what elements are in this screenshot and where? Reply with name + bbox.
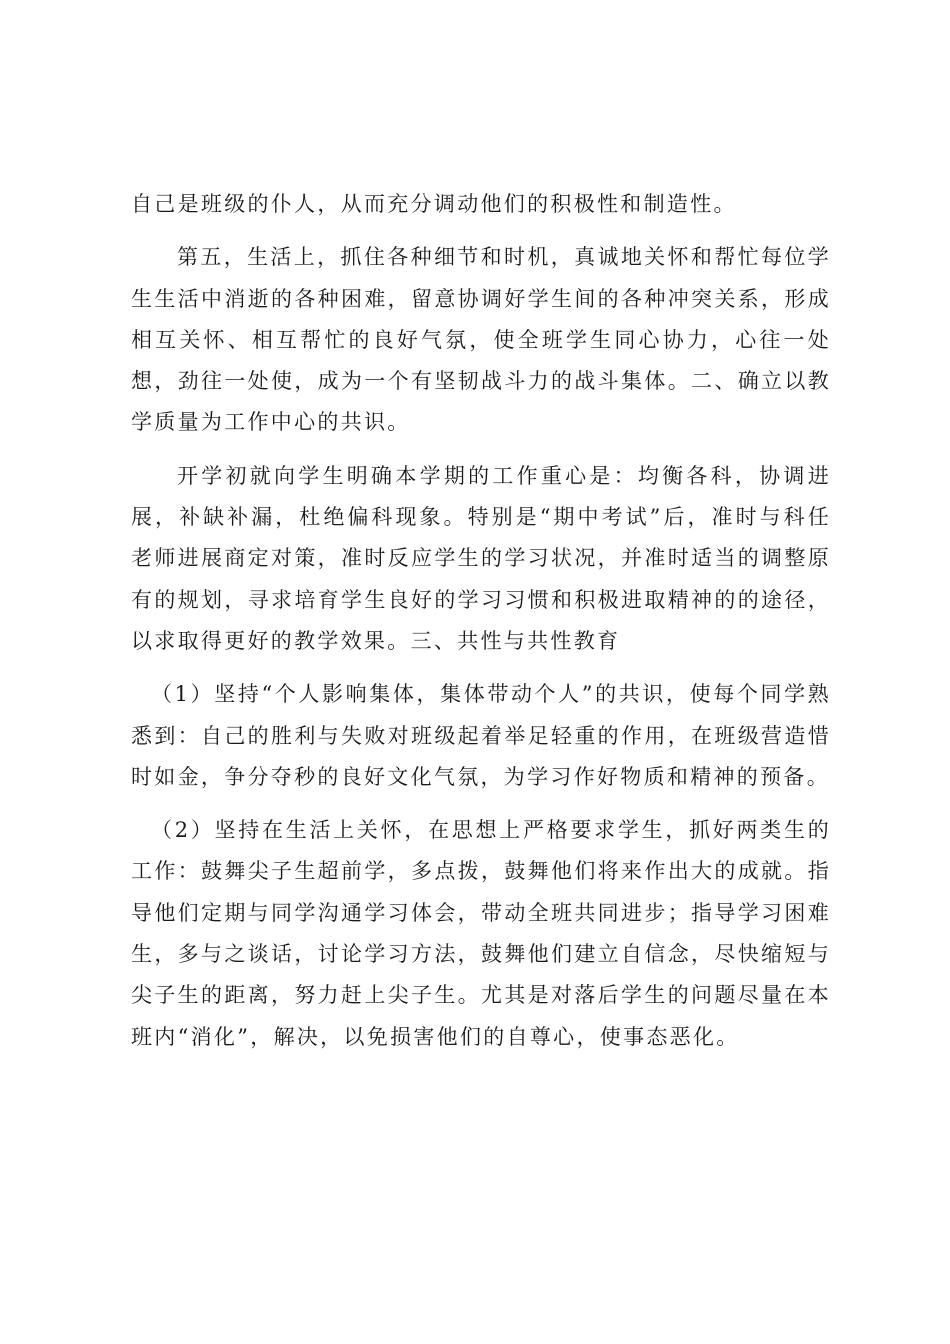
paragraph-fifth-point: 第五，生活上，抓住各种细节和时机，真诚地关怀和帮忙每位学生生活中消逝的各种困难，留意协调好学生间的各种冲突关系，形成相互关怀、相互帮忙的良好气氛，使全班学生同心协力，心往一处想，劲往一处使，成为一个有坚韧战斗力的战斗集体。二、确立以教学质量为工作中心的共识。 [131,245,831,435]
paragraph-continuation: 自己是班级的仆人，从而充分调动他们的积极性和制造性。 [131,192,737,216]
paragraph-semester-focus: 开学初就向学生明确本学期的工作重心是：均衡各科，协调进展，补缺补漏，杜绝偏科现象。特别是“期中考试”后，准时与科任老师进展商定对策，准时反应学生的学习状况，并准时适当的调整原有的规划，寻求培育学生良好的学习习惯和积极进取精神的的途径，以求取得更好的教学效果。三、共性与共性教育 [131,463,831,653]
paragraph-item-1: （1）坚持“个人影响集体，集体带动个人”的共识，使每个同学熟悉到：自己的胜利与失败对班级起着举足轻重的作用，在班级营造惜时如金，争分夺秒的良好文化气氛，为学习作好物质和精神的预备。 [131,682,831,789]
document-body [131,184,831,1070]
paragraph-item-2: （2）坚持在生活上关怀，在思想上严格要求学生，抓好两类生的工作：鼓舞尖子生超前学，多点拨，鼓舞他们将来作出大的成就。指导他们定期与同学沟通学习体会，带动全班共同进步；指导学习困难生，多与之谈话，讨论学习方法，鼓舞他们建立自信念，尽快缩短与尖子生的距离，努力赶上尖子生。尤其是对落后学生的问题尽量在本班内“消化”，解决，以免损害他们的自尊心，使事态恶化。 [131,818,831,1049]
